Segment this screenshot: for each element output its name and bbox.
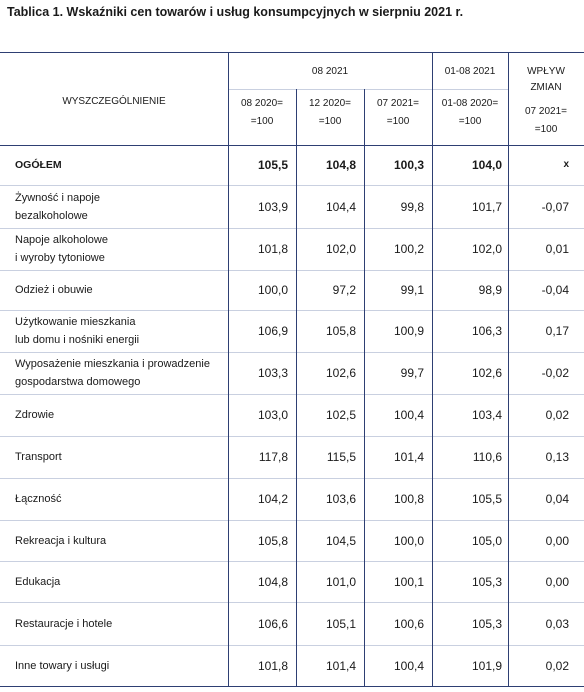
row-value-col-4: 103,4 — [471, 408, 502, 422]
row-value-col-2: 101,0 — [325, 574, 356, 589]
row-value-col-5: x — [563, 159, 569, 170]
row-value-col-2: 105,1 — [325, 616, 356, 631]
row-divider — [0, 394, 584, 395]
row-value-col-4: 105,5 — [471, 492, 502, 506]
row-value-col-2: 97,2 — [332, 283, 356, 297]
row-label-total: OGÓŁEM — [15, 159, 62, 171]
row-divider — [0, 478, 584, 479]
row-divider — [0, 228, 584, 229]
header-sub-col-4: =100 — [458, 116, 482, 127]
row-value-col-5: 0,04 — [545, 492, 569, 506]
row-value-col-4: 110,6 — [472, 450, 502, 464]
row-value-col-4: 101,7 — [471, 199, 502, 214]
row-value-col-4: 101,9 — [471, 658, 502, 673]
header-sub-col-5: 07 2021= — [525, 106, 567, 117]
header-group-rule — [228, 89, 508, 90]
row-value-col-1: 103,3 — [257, 366, 288, 380]
row-value-col-1: 103,0 — [257, 408, 288, 422]
column-divider — [364, 89, 365, 686]
row-value-col-4: 105,0 — [471, 533, 502, 548]
row-value-col-3: 100,2 — [393, 242, 424, 256]
row-divider — [0, 185, 584, 186]
row-value-col-3: 100,6 — [393, 616, 424, 631]
row-label: Użytkowanie mieszkania — [15, 316, 136, 328]
row-label: gospodarstwa domowego — [15, 376, 141, 388]
row-value-col-5: 0,01 — [545, 242, 569, 256]
header-sub-col-3: 07 2021= — [377, 98, 419, 109]
header-row-label: WYSZCZEGÓLNIENIE — [62, 96, 166, 107]
header-sub-col-1: =100 — [250, 116, 274, 127]
row-label: Łączność — [15, 493, 62, 505]
row-value-col-4: 106,3 — [471, 324, 502, 338]
row-value-col-1: 103,9 — [257, 199, 288, 214]
header-group-01-08-2021: 01-08 2021 — [444, 66, 496, 77]
row-value-col-2: 103,6 — [325, 492, 356, 506]
row-value-col-1: 105,5 — [257, 158, 288, 172]
row-value-col-3: 100,3 — [393, 158, 424, 172]
row-divider — [0, 602, 584, 603]
table-bottom-rule — [0, 686, 584, 687]
row-value-col-3: 100,4 — [393, 658, 424, 673]
table-top-rule — [0, 52, 584, 53]
row-value-col-3: 100,8 — [393, 492, 424, 506]
row-value-col-5: 0,02 — [545, 658, 569, 673]
row-value-col-2: 105,8 — [325, 324, 356, 338]
row-value-col-3: 100,0 — [393, 533, 424, 548]
row-value-col-3: 101,4 — [393, 450, 424, 464]
row-label: Zdrowie — [15, 409, 55, 421]
row-value-col-1: 101,8 — [257, 658, 288, 673]
row-label: Edukacja — [15, 575, 61, 588]
table-title: Tablica 1. Wskaźniki cen towarów i usług konsumpcyjnych w sierpniu 2021 r. — [7, 5, 464, 19]
row-value-col-4: 104,0 — [471, 158, 502, 172]
row-value-col-4: 98,9 — [478, 283, 502, 297]
row-value-col-5: 0,17 — [545, 324, 569, 338]
row-value-col-3: 100,4 — [393, 408, 424, 422]
row-label: Restauracje i hotele — [15, 617, 113, 630]
row-divider — [0, 436, 584, 437]
row-value-col-1: 106,9 — [257, 324, 288, 338]
row-value-col-5: 0,03 — [545, 616, 569, 631]
row-value-col-2: 104,5 — [325, 533, 356, 548]
row-label: Inne towary i usługi — [15, 659, 110, 672]
row-value-col-4: 102,0 — [471, 242, 502, 256]
row-value-col-5: -0,02 — [541, 366, 569, 380]
header-sub-col-4: 01-08 2020= — [441, 98, 499, 109]
row-value-col-2: 101,4 — [325, 658, 356, 673]
row-value-col-1: 104,8 — [257, 574, 288, 589]
header-sub-col-1: 08 2020= — [241, 98, 283, 109]
row-value-col-3: 99,7 — [400, 366, 424, 380]
row-value-col-2: 102,6 — [325, 366, 356, 380]
row-value-col-1: 117,8 — [258, 450, 288, 464]
header-wplyw-line2: ZMIAN — [530, 82, 562, 93]
header-bottom-rule — [0, 145, 584, 146]
row-value-col-3: 100,1 — [393, 574, 424, 589]
row-value-col-2: 102,0 — [325, 242, 356, 256]
row-divider — [0, 270, 584, 271]
row-value-col-1: 104,2 — [257, 492, 288, 506]
row-label: bezalkoholowe — [15, 209, 88, 222]
row-value-col-5: 0,02 — [545, 408, 569, 422]
header-sub-col-3: =100 — [386, 116, 410, 127]
row-value-col-5: 0,00 — [545, 533, 569, 548]
row-value-col-4: 102,6 — [471, 366, 502, 380]
header-sub-col-2: =100 — [318, 116, 342, 127]
row-label: Żywność i napoje — [15, 191, 100, 204]
row-value-col-1: 106,6 — [257, 616, 288, 631]
header-group-08-2021: 08 2021 — [311, 66, 349, 77]
row-value-col-2: 115,5 — [326, 450, 356, 464]
row-value-col-5: 0,00 — [545, 574, 569, 589]
row-divider — [0, 645, 584, 646]
row-divider — [0, 520, 584, 521]
header-wplyw-line1: WPŁYW — [527, 66, 565, 77]
row-value-col-2: 102,5 — [325, 408, 356, 422]
row-label: Rekreacja i kultura — [15, 534, 107, 547]
row-value-col-1: 100,0 — [257, 283, 288, 297]
row-label: Transport — [15, 451, 62, 463]
row-value-col-5: -0,07 — [541, 199, 569, 214]
row-value-col-2: 104,8 — [325, 158, 356, 172]
row-value-col-1: 101,8 — [257, 242, 288, 256]
row-value-col-4: 105,3 — [471, 616, 502, 631]
row-divider — [0, 352, 584, 353]
row-value-col-2: 104,4 — [325, 199, 356, 214]
row-divider — [0, 561, 584, 562]
row-label: lub domu i nośniki energii — [15, 334, 140, 346]
header-sub-col-2: 12 2020= — [309, 98, 351, 109]
header-sub-col-5: =100 — [534, 124, 558, 135]
row-label: Odzież i obuwie — [15, 284, 93, 296]
row-divider — [0, 310, 584, 311]
row-value-col-3: 100,9 — [393, 324, 424, 338]
row-value-col-1: 105,8 — [257, 533, 288, 548]
row-value-col-3: 99,1 — [400, 283, 424, 297]
row-label: i wyroby tytoniowe — [15, 252, 105, 264]
row-value-col-3: 99,8 — [400, 199, 424, 214]
row-value-col-5: 0,13 — [545, 450, 569, 464]
column-divider — [296, 89, 297, 686]
row-label: Wyposażenie mieszkania i prowadzenie — [15, 358, 210, 370]
column-divider — [432, 52, 433, 686]
row-value-col-4: 105,3 — [471, 574, 502, 589]
row-value-col-5: -0,04 — [541, 283, 569, 297]
row-label: Napoje alkoholowe — [15, 234, 108, 246]
